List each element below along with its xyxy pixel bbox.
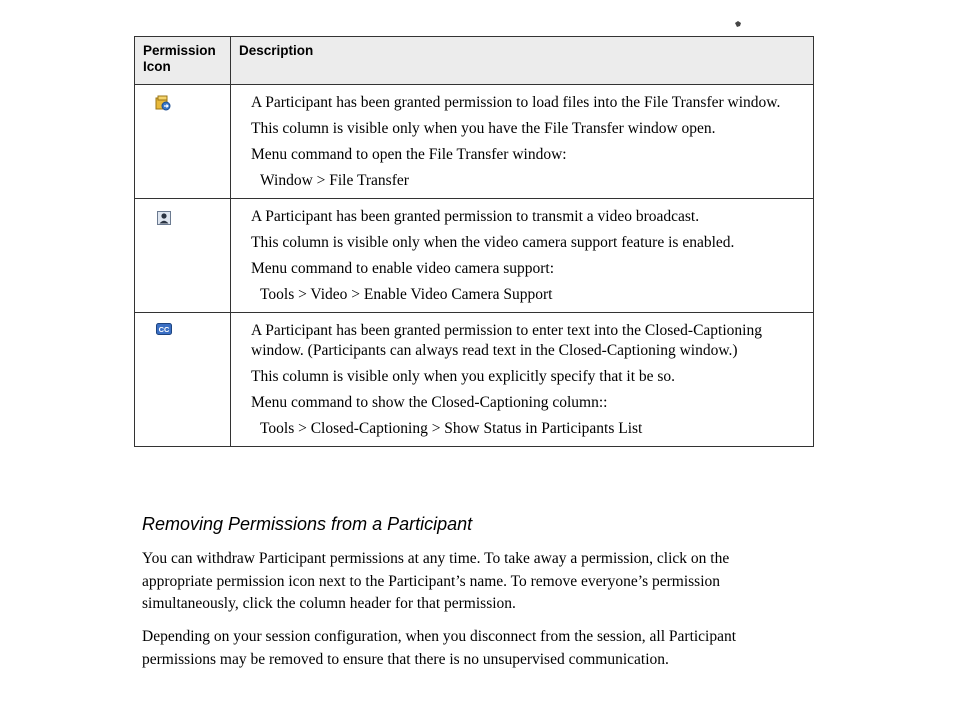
icon-cell [135,313,231,447]
header-permission-icon: Permission Icon [135,37,231,85]
closed-captioning-icon [156,323,172,335]
description-cell [231,199,814,313]
description-cell [231,85,814,199]
menu-path: Tools > Video > Enable Video Camera Support [260,286,553,303]
table-row [135,313,814,447]
file-transfer-icon [155,95,171,111]
description-line: This column is visible only when you explicitly specify that it be so. [251,368,676,385]
header-description: Description [231,37,814,85]
description-line: This column is visible only when you have the File Transfer window open. [251,120,716,137]
body-paragraph: Depending on your session configuration, when you disconnect from the session, all Participant permissions may be removed to ensure that there is no unsupervised communication. [142,628,737,668]
body-paragraph: You can withdraw Participant permissions at any time. To take away a permission, click on the appropriate permission icon next to the Participant’s name. To remove everyone’s permission simultaneously, click the column header for that permission. [142,550,730,612]
menu-path: Tools > Closed-Captioning > Show Status in Participants List [260,420,643,437]
description-line: Menu command to open the File Transfer window: [251,146,567,163]
description-line: Menu command to enable video camera support: [251,260,555,277]
cc-icon-text: CC [158,325,170,334]
section-heading: Removing Permissions from a Participant [142,514,473,534]
description-cell [231,313,814,447]
description-line: A Participant has been granted permission to enter text into the Closed-Captioning window. (Participants can always read text in the Closed-Captioning window.) [251,322,762,359]
icon-cell [135,199,231,313]
table-row [135,85,814,199]
corner-mark-icon [734,20,742,28]
video-camera-icon [157,211,171,225]
permissions-table [134,36,814,447]
description-line: This column is visible only when the video camera support feature is enabled. [251,234,735,251]
menu-path: Window > File Transfer [260,172,409,189]
description-line: A Participant has been granted permission to load files into the File Transfer window. [251,94,781,111]
description-line: Menu command to show the Closed-Captioning column:: [251,394,608,411]
table-header-row [135,37,814,85]
table-row [135,199,814,313]
description-line: A Participant has been granted permission to transmit a video broadcast. [251,208,700,225]
icon-cell [135,85,231,199]
